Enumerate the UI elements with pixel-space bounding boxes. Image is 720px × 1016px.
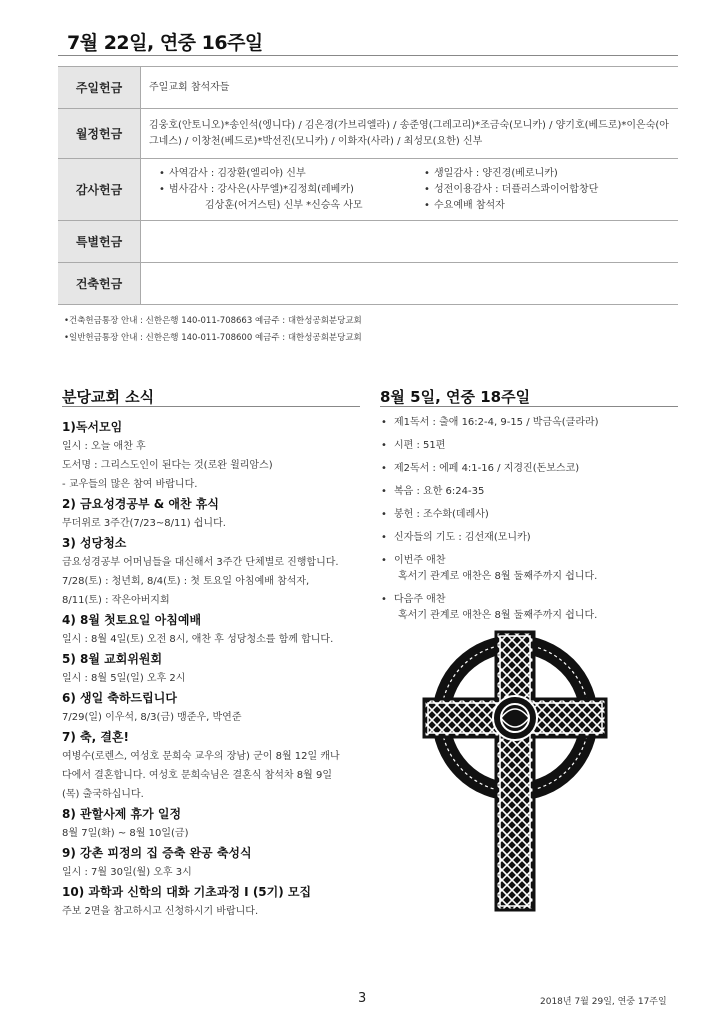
news-item xyxy=(62,728,362,804)
news-item-line: 일시 : 7월 30일(월) 오후 3시 xyxy=(62,867,192,878)
news-item-line: (목) 출국하십니다. xyxy=(62,789,144,800)
offering-row-thanks xyxy=(58,159,678,221)
reading-item xyxy=(380,415,680,431)
page-title: 7월 22일, 연중 16주일 xyxy=(67,32,263,54)
news-item-line: 일시 : 8월 4일(토) 오전 8시, 애찬 후 성당청소를 함께 합니다. xyxy=(62,634,334,645)
news-item xyxy=(62,534,362,610)
reading-item xyxy=(380,592,680,624)
news-item-line: - 교우들의 많은 참여 바랍니다. xyxy=(62,479,198,490)
news-item-title: 1)독서모임 xyxy=(62,420,123,434)
offering-label: 특별헌금 xyxy=(58,221,141,263)
offering-table xyxy=(58,66,678,305)
offering-value: 주일교회 참석자들 xyxy=(141,67,679,109)
reading-item xyxy=(380,438,680,454)
news-item-title: 4) 8월 첫토요일 아침예배 xyxy=(62,613,202,627)
news-heading-divider xyxy=(62,406,360,407)
news-item-title: 6) 생일 축하드립니다 xyxy=(62,691,177,705)
next-week-heading: 8월 5일, 연중 18주일 xyxy=(380,388,531,406)
news-item xyxy=(62,495,362,533)
news-item xyxy=(62,805,362,843)
offering-label: 주일헌금 xyxy=(58,67,141,109)
next-week-list xyxy=(380,415,680,631)
offering-row-special xyxy=(58,221,678,263)
thanks-item: • 범사감사 : 강사은(사무엘)*김정희(레베카) xyxy=(159,182,414,198)
footer-date: 2018년 7월 29일, 연중 17주일 xyxy=(540,997,667,1007)
reading-item xyxy=(380,553,680,585)
news-item xyxy=(62,844,362,882)
news-item-line: 8월 7일(화) ~ 8월 10일(금) xyxy=(62,828,189,839)
title-divider xyxy=(58,55,678,56)
celtic-cross-icon xyxy=(422,630,608,915)
reading-item xyxy=(380,530,680,546)
offering-row-monthly xyxy=(58,109,678,159)
offering-row-building xyxy=(58,263,678,305)
news-item-line: 여병수(로렌스, 여성호 문희숙 교우의 장남) 군이 8월 12일 캐나 xyxy=(62,751,340,762)
reading-item xyxy=(380,461,680,477)
news-item-title: 7) 축, 결혼! xyxy=(62,730,129,744)
news-item-title: 10) 과학과 신학의 대화 기초과정 I (5기) 모집 xyxy=(62,885,312,899)
thanks-item: • 수요예배 참석자 xyxy=(424,198,598,214)
offering-row-sunday xyxy=(58,67,678,109)
news-item-line: 무더위로 3주간(7/23~8/11) 쉽니다. xyxy=(62,518,226,529)
news-item-line: 7/29(일) 이우석, 8/3(금) 맹준우, 박연준 xyxy=(62,712,242,723)
reading-text: 다음주 애찬 xyxy=(394,594,446,605)
news-item xyxy=(62,650,362,688)
news-item-line: 일시 : 오늘 애찬 후 xyxy=(62,441,146,452)
offering-value xyxy=(141,263,679,305)
news-item-title: 3) 성당청소 xyxy=(62,536,127,550)
news-heading: 분당교회 소식 xyxy=(62,388,155,406)
news-item-line: 주보 2면을 참고하시고 신청하시기 바랍니다. xyxy=(62,906,259,917)
reading-item xyxy=(380,507,680,523)
news-item-line: 8/11(토) : 작은아버지회 xyxy=(62,595,170,606)
reading-text: 제2독서 : 에페 4:1-16 / 지경진(돈보스코) xyxy=(394,463,580,474)
reading-text: 이번주 애찬 xyxy=(394,555,446,566)
thanks-item: • 성전이용감사 : 더플러스콰이어합창단 xyxy=(424,182,598,198)
reading-text: 봉헌 : 조수화(데레사) xyxy=(394,509,489,520)
reading-item xyxy=(380,484,680,500)
reading-subtext: 혹서기 관계로 애찬은 8월 둘째주까지 쉽니다. xyxy=(398,610,598,621)
thanks-item: • 사역감사 : 김장환(엘리야) 신부 xyxy=(159,166,414,182)
reading-text: 제1독서 : 출애 16:2-4, 9-15 / 박금옥(클라라) xyxy=(394,417,599,428)
news-item-line: 7/28(토) : 청년회, 8/4(토) : 첫 토요일 아침예배 참석자, xyxy=(62,576,310,587)
news-item-line: 금요성경공부 어머님들을 대신해서 3주간 단체별로 진행합니다. xyxy=(62,557,339,568)
news-item-line: 다에서 결혼합니다. 여성호 문희숙님은 결혼식 참석차 8월 9일 xyxy=(62,770,332,781)
offering-label: 건축헌금 xyxy=(58,263,141,305)
news-item-line: 도서명 : 그리스도인이 된다는 것(로완 윌리암스) xyxy=(62,460,273,471)
news-item-title: 9) 강촌 피정의 집 증축 완공 축성식 xyxy=(62,846,252,860)
next-week-heading-divider xyxy=(380,406,678,407)
thanks-offering-list xyxy=(141,159,679,221)
news-item-line: 일시 : 8월 5일(일) 오후 2시 xyxy=(62,673,186,684)
offering-value: 김웅호(안토니오)*송인석(엥니다) / 김은경(가브리엘라) / 송준영(그레고리)*조금숙(모니카) / 양기호(베드로)*이은숙(아그네스) / 이창천(베드로)*박선진(모니카) / 이화자(사라) / 최성모(요한) 신부 xyxy=(141,109,679,159)
news-item xyxy=(62,689,362,727)
offering-value xyxy=(141,221,679,263)
reading-subtext: 혹서기 관계로 애찬은 8월 둘째주까지 쉽니다. xyxy=(398,571,598,582)
news-item xyxy=(62,418,362,494)
reading-text: 복음 : 요한 6:24-35 xyxy=(394,486,485,497)
bank-note: •건축헌금통장 안내 : 신한은행 140-011-708663 예금주 : 대한성공회분당교회 xyxy=(64,316,362,326)
offering-label: 감사헌금 xyxy=(58,159,141,221)
news-item-title: 5) 8월 교회위원회 xyxy=(62,652,163,666)
news-list xyxy=(62,417,362,921)
page-number: 3 xyxy=(358,991,367,1006)
news-item-title: 8) 관할사제 휴가 일정 xyxy=(62,807,182,821)
bank-account-notes xyxy=(64,313,362,347)
news-item xyxy=(62,611,362,649)
offering-label: 월정헌금 xyxy=(58,109,141,159)
news-item xyxy=(62,883,362,921)
reading-text: 신자들의 기도 : 김선재(모니카) xyxy=(394,532,531,543)
reading-text: 시편 : 51편 xyxy=(394,440,446,451)
news-item-title: 2) 금요성경공부 & 애찬 휴식 xyxy=(62,497,219,511)
thanks-item: • 생일감사 : 양진경(베로니카) xyxy=(424,166,598,182)
thanks-item-continued: 김상훈(어거스틴) 신부 *신승옥 사모 xyxy=(205,199,363,211)
bank-note: •일반헌금통장 안내 : 신한은행 140-011-708600 예금주 : 대한성공회분당교회 xyxy=(64,333,362,343)
